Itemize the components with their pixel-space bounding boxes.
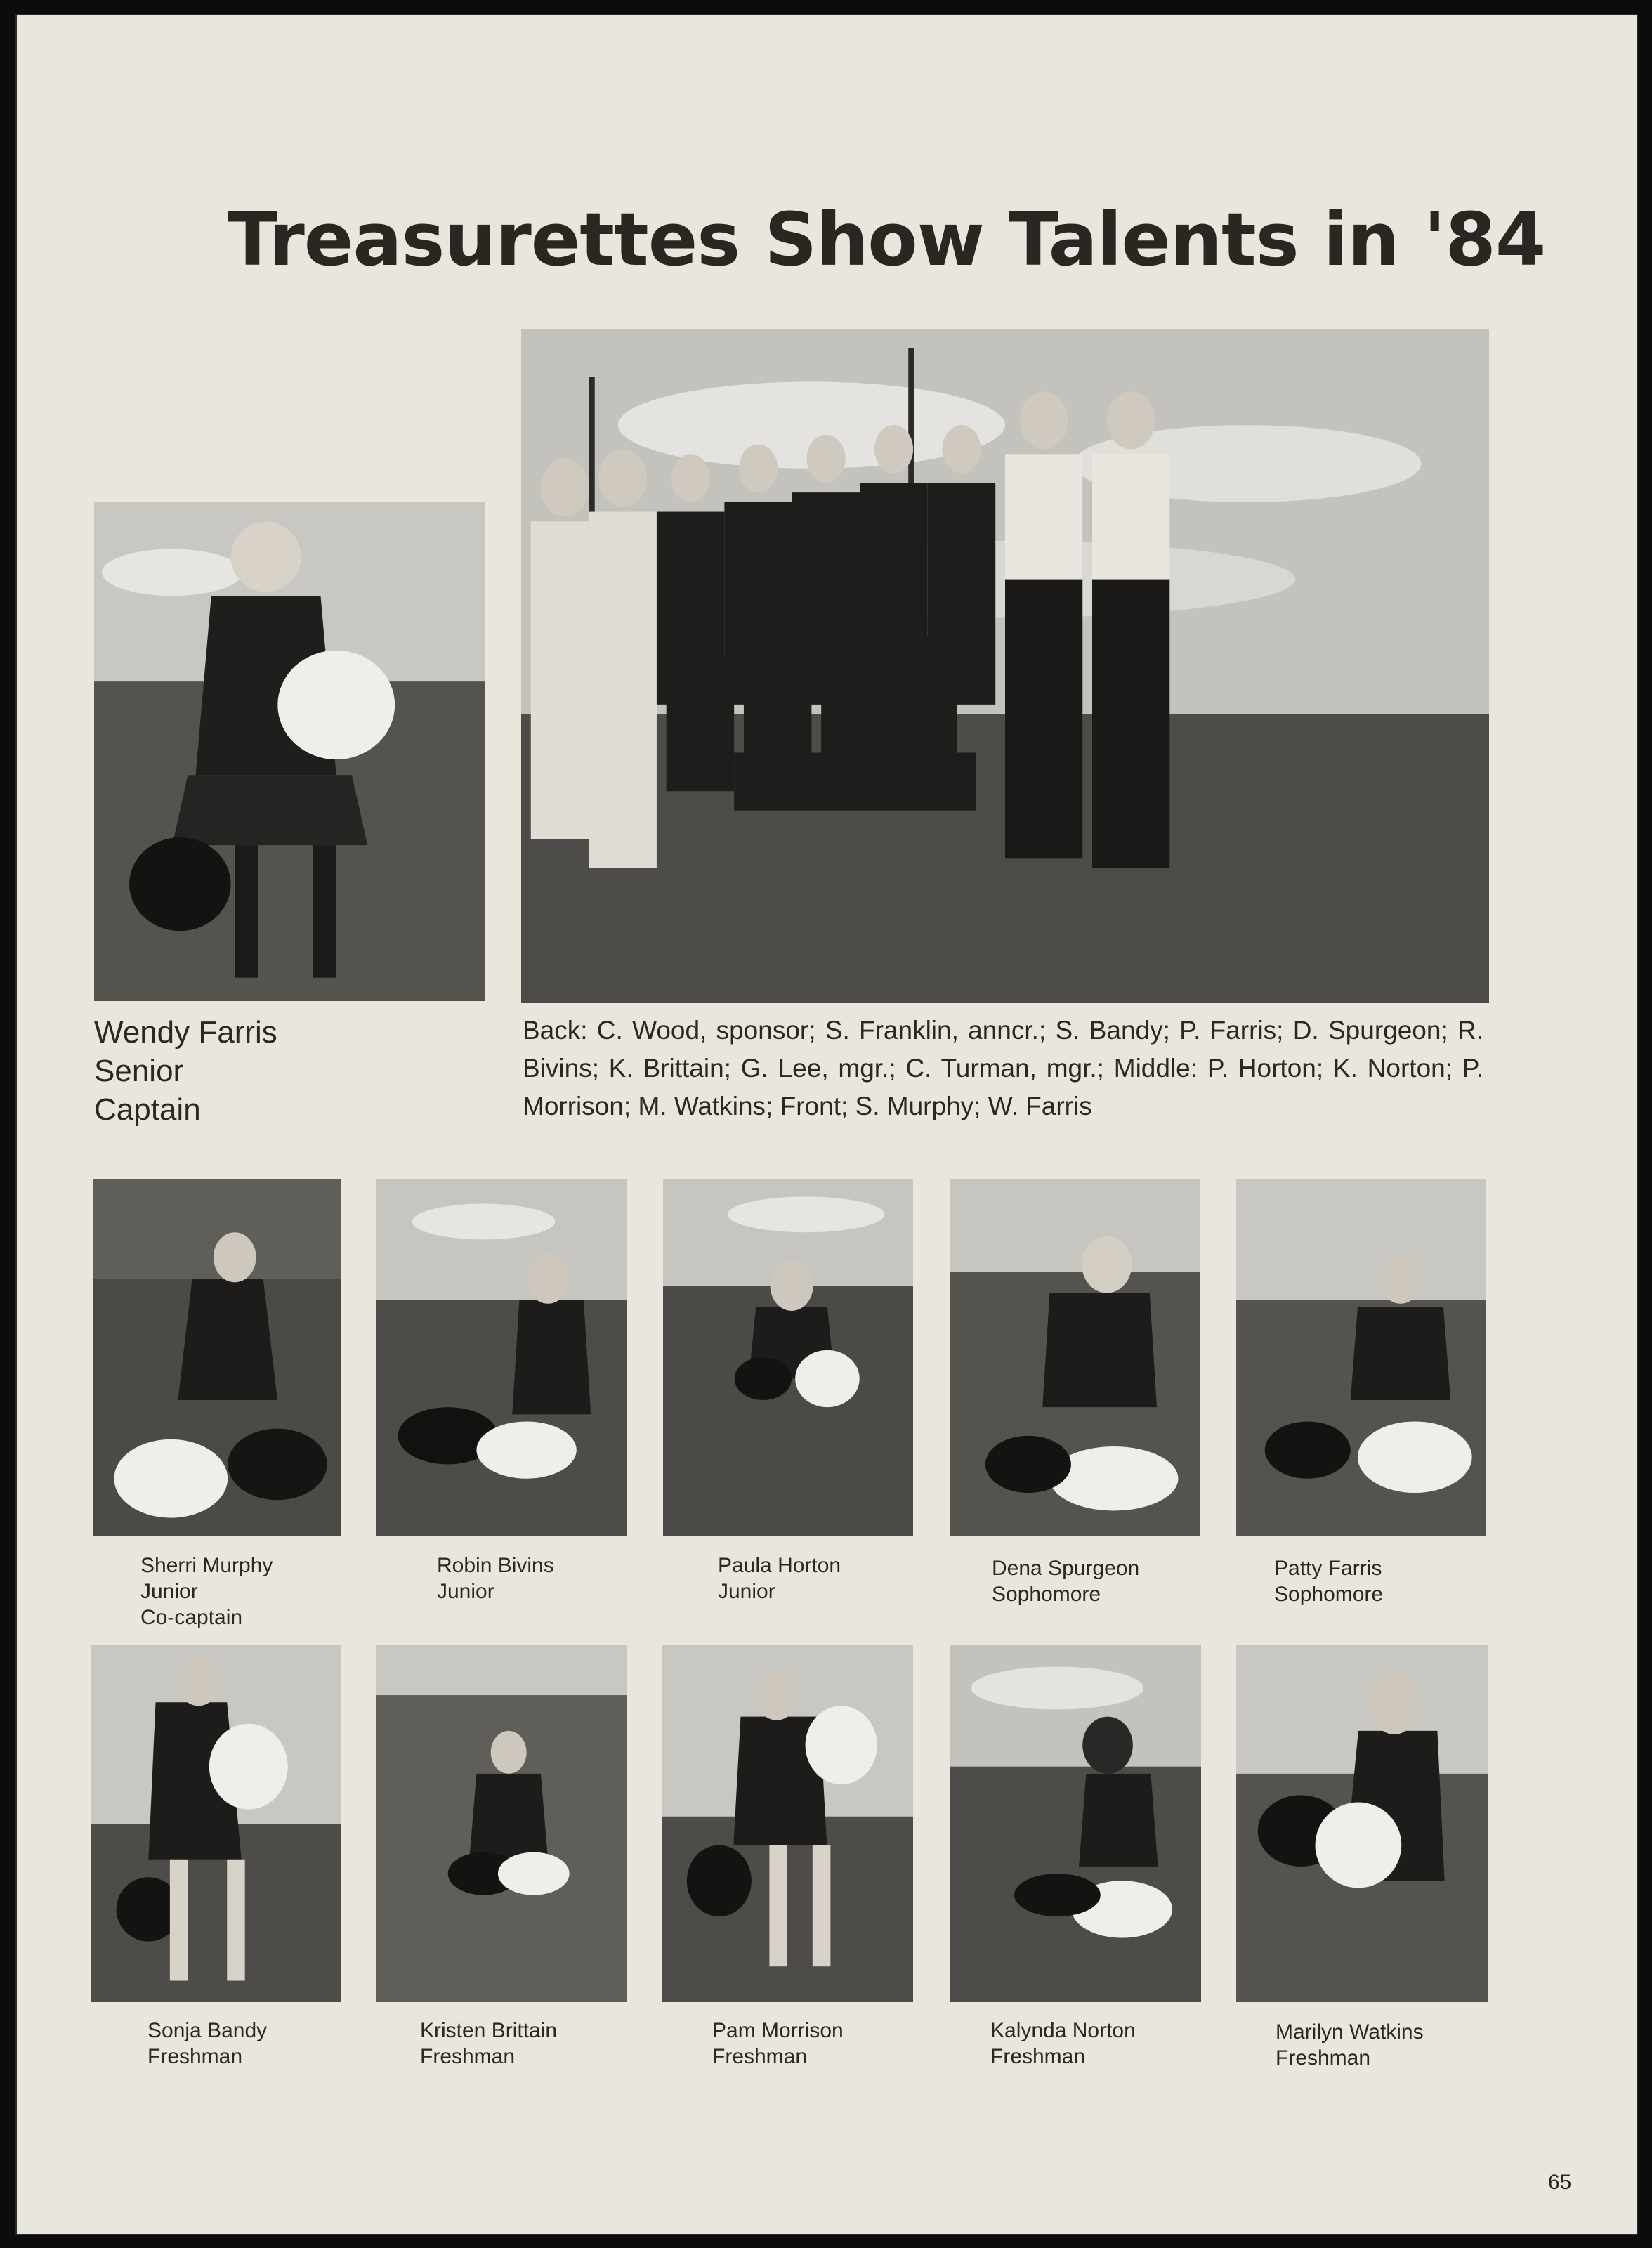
member-class: Sophomore [1274, 1583, 1384, 1606]
member-photo [1236, 1179, 1486, 1536]
member-class: Freshman [712, 2045, 808, 2068]
member-class: Sophomore [992, 1583, 1101, 1606]
member-class: Junior [437, 1580, 494, 1603]
member-class: Freshman [1276, 2046, 1371, 2070]
member-caption [420, 2018, 557, 2070]
member-name: Kalynda Norton [990, 2019, 1136, 2042]
captain-name: Wendy Farris [94, 1015, 277, 1050]
member-class: Junior [140, 1580, 198, 1603]
member-class: Freshman [148, 2045, 243, 2068]
member-photo-art [376, 1645, 627, 2002]
member-name: Kristen Brittain [420, 2019, 558, 2042]
member-photo-art [376, 1179, 627, 1536]
member-name: Patty Farris [1274, 1557, 1382, 1580]
member-class: Freshman [990, 2045, 1086, 2068]
member-photo [91, 1645, 341, 2002]
member-caption [992, 1555, 1139, 1607]
member-caption [148, 2018, 267, 2070]
member-caption [990, 2018, 1136, 2070]
member-class: Freshman [420, 2045, 516, 2068]
member-name: Sonja Bandy [148, 2019, 268, 2042]
member-caption [1276, 2019, 1424, 2071]
member-photo [376, 1179, 627, 1536]
page-number: 65 [1548, 2171, 1572, 2194]
member-photo-art [663, 1179, 913, 1536]
member-photo [376, 1645, 627, 2002]
member-name: Robin Bivins [437, 1554, 554, 1577]
member-photo [950, 1179, 1200, 1536]
member-caption [718, 1553, 841, 1605]
member-photo-art [950, 1179, 1200, 1536]
member-name: Sherri Murphy [140, 1554, 273, 1577]
member-caption [712, 2018, 844, 2070]
captain-photo-art [94, 502, 485, 1001]
yearbook-page [15, 14, 1638, 2235]
member-photo-art [950, 1645, 1201, 2002]
member-photo [950, 1645, 1201, 2002]
member-photo-art [1236, 1645, 1488, 2002]
member-name: Pam Morrison [712, 2019, 844, 2042]
member-role: Co-captain [140, 1606, 243, 1629]
page-title: Treasurettes Show Talents in '84 [228, 197, 1546, 282]
member-caption [437, 1553, 554, 1605]
captain-caption [94, 1013, 277, 1129]
member-name: Paula Horton [718, 1554, 841, 1577]
captain-role: Captain [94, 1092, 201, 1127]
member-photo-art [662, 1645, 913, 2002]
member-class: Junior [718, 1580, 775, 1603]
member-name: Marilyn Watkins [1276, 2020, 1424, 2044]
group-photo-caption: Back: C. Wood, sponsor; S. Franklin, anncr.; S. Bandy; P. Farris; D. Spurgeon; R. Bivins; K. Brittain; G. Lee, mgr.; C. Turman, mgr.; Middle: P. Horton; K. Norton; P. Morrison; M. Watkins; Front; S. Murphy; W. Farris [523, 1016, 1483, 1120]
member-photo [662, 1645, 913, 2002]
member-photo-art [91, 1645, 341, 2002]
member-photo-art [93, 1179, 341, 1536]
member-photo-art [1236, 1179, 1486, 1536]
captain-photo [94, 502, 485, 1001]
member-photo [93, 1179, 341, 1536]
group-photo-art [521, 329, 1489, 1003]
member-caption [1274, 1555, 1383, 1607]
group-photo [521, 329, 1489, 1003]
member-photo [663, 1179, 913, 1536]
member-name: Dena Spurgeon [992, 1557, 1140, 1580]
captain-class: Senior [94, 1054, 184, 1088]
member-caption [140, 1553, 273, 1631]
member-photo [1236, 1645, 1488, 2002]
